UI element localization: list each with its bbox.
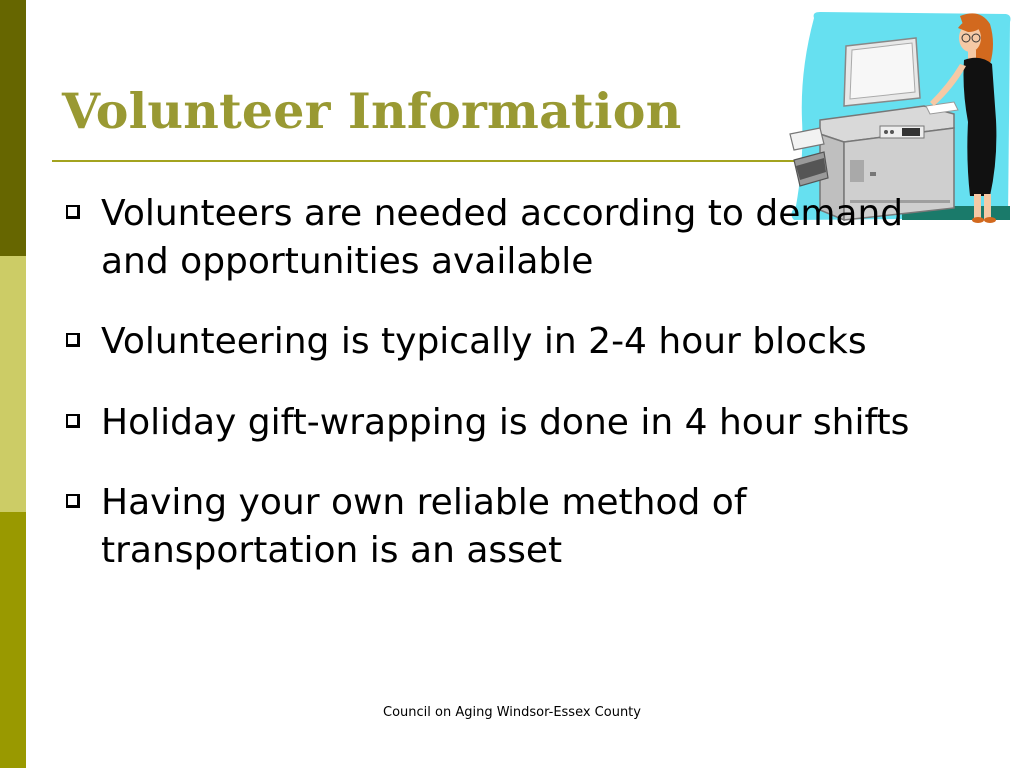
bullet-item [64, 479, 964, 575]
square-bullet-icon [66, 494, 80, 508]
bullet-text: Volunteering is typically in 2-4 hour blocks [101, 321, 867, 362]
decorative-side-bar [0, 0, 26, 768]
bullet-item [64, 190, 964, 286]
bullet-text: Volunteers are needed according to demand and opportunities available [101, 193, 904, 282]
side-bar-segment-light [0, 256, 26, 512]
slide-title: Volunteer Information [62, 82, 682, 140]
bullet-item [64, 318, 964, 366]
bullet-text: Holiday gift-wrapping is done in 4 hour shifts [101, 402, 910, 443]
bullet-text: Having your own reliable method of transportation is an asset [101, 482, 747, 571]
title-underline [52, 160, 812, 162]
footer [0, 705, 1024, 720]
square-bullet-icon [66, 333, 80, 347]
bullet-item [64, 399, 964, 447]
square-bullet-icon [66, 205, 80, 219]
square-bullet-icon [66, 414, 80, 428]
footer-text: Council on Aging Windsor-Essex County [383, 705, 641, 720]
bullet-list [64, 190, 964, 608]
side-bar-segment-mid [0, 512, 26, 768]
side-bar-segment-dark [0, 0, 26, 256]
